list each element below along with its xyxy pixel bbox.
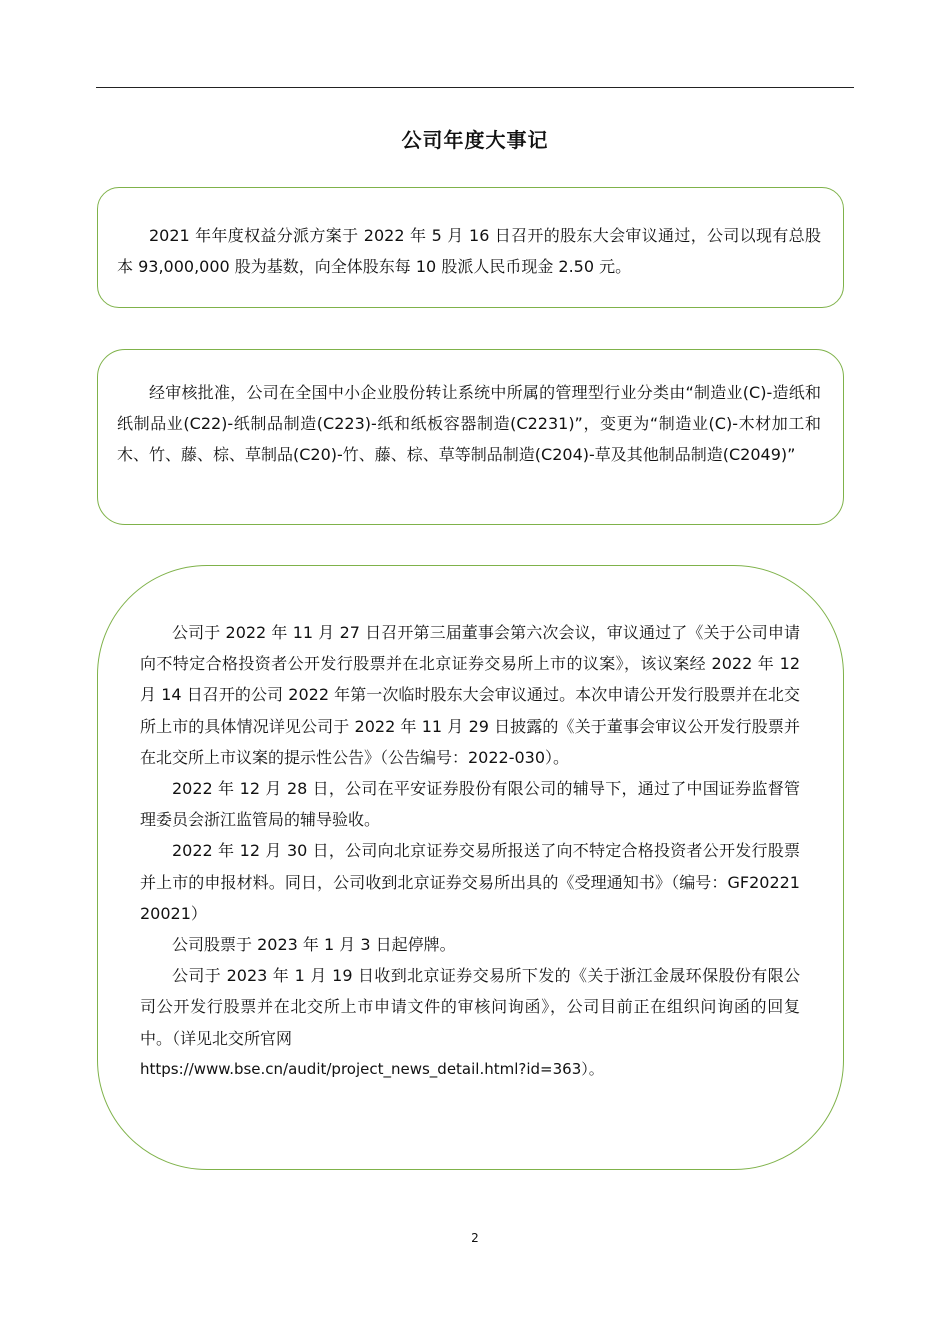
paragraph: 经审核批准，公司在全国中小企业股份转让系统中所属的管理型行业分类由“制造业(C)-造纸和纸制品业(C22)-纸制品制造(C223)-纸和纸板容器制造(C2231)”，变更为“制造业(C)-木材加工和木、竹、藤、棕、草制品(C20)-竹、藤、棕、草等制品制造(C204)-草及其他制品制造(C2049)” [117, 383, 821, 464]
event-text-listing [140, 617, 800, 1085]
paragraph: 2022 年 12 月 30 日，公司向北京证券交易所报送了向不特定合格投资者公开发行股票并上市的申报材料。同日，公司收到北京证券交易所出具的《受理通知书》（编号：GF2022120021） [140, 841, 800, 923]
paragraph: 公司股票于 2023 年 1 月 3 日起停牌。 [172, 935, 456, 955]
paragraph: 公司于 2022 年 11 月 27 日召开第三届董事会第六次会议，审议通过了《关于公司申请向不特定合格投资者公开发行股票并在北京证券交易所上市的议案》，该议案经 2022 年 12 月 14 日召开的公司 2022 年第一次临时股东大会审议通过。本次申请公开发行股票并在北交所上市的具体情况详见公司于 2022 年 11 月 29 日披露的《关于董事会审议公开发行股票并在北交所上市议案的提示性公告》（公告编号：2022-030）。 [140, 623, 800, 767]
page-number: 2 [471, 1231, 479, 1245]
paragraph: 2021 年年度权益分派方案于 2022 年 5 月 16 日召开的股东大会审议通过，公司以现有总股本 93,000,000 股为基数，向全体股东每 10 股派人民币现金 2.50 元。 [117, 226, 821, 276]
event-text-industry-classification [117, 377, 821, 470]
header-rule [96, 87, 854, 88]
page-title: 公司年度大事记 [401, 128, 549, 152]
paragraph: 公司于 2023 年 1 月 19 日收到北京证券交易所下发的《关于浙江金晟环保股份有限公司公开发行股票并在北交所上市申请文件的审核问询函》，公司目前正在组织问询函的回复中。（详见北交所官网 [140, 966, 800, 1048]
bse-url-text: https://www.bse.cn/audit/project_news_detail.html?id=363）。 [140, 1059, 604, 1078]
paragraph: 2022 年 12 月 28 日，公司在平安证券股份有限公司的辅导下，通过了中国证券监督管理委员会浙江监管局的辅导验收。 [140, 779, 800, 830]
event-text-dividend [117, 220, 821, 282]
